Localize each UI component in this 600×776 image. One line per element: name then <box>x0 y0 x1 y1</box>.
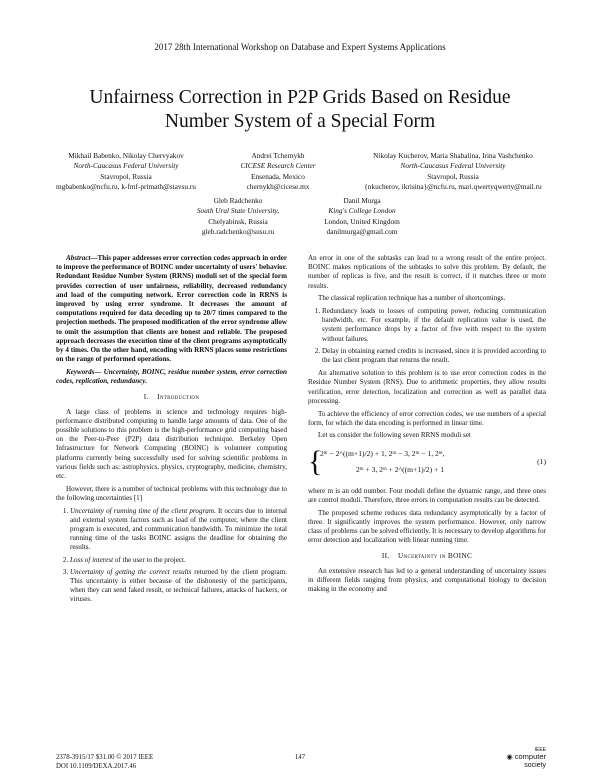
author-block-2 <box>214 151 342 193</box>
list-item <box>70 568 287 605</box>
paragraph: where m is an odd number. Four moduli define the dynamic range, and three ones are control moduli. Therefore, three errors in computation results can be detected. <box>308 486 546 504</box>
section-number: II. <box>381 551 390 561</box>
list-item-emphasis: Uncertainty of running time of the client program <box>70 506 214 515</box>
author-affiliation: King's College London <box>328 206 396 216</box>
logo-society: society <box>524 762 546 769</box>
equation-brace: { <box>308 444 323 478</box>
footer-copyright <box>56 753 256 771</box>
list-item-emphasis: Loss of interest <box>70 555 114 564</box>
conference-header: 2017 28th International Workshop on Database and Expert Systems Applications <box>154 42 446 52</box>
paragraph: An extensive research has led to a general understanding of uncertainty issues in different fields ranging from physics, and computational biology to decision making in the economy and <box>308 566 546 593</box>
equation-line-2: 2ᵐ + 3, 2ᵐ + 2^((m+1)/2) + 1 <box>356 464 445 474</box>
paragraph: However, there is a number of technical problems with this technology due to the following uncertainties [1] <box>56 484 287 502</box>
page-number: 147 <box>294 754 306 761</box>
author-affiliation: South Ural State University, <box>196 206 280 216</box>
author-names: Danil Murga <box>343 196 381 205</box>
author-affiliation: North-Caucasus Federal University <box>73 161 179 171</box>
author-email[interactable]: danilmurga@gmail.com <box>326 227 398 237</box>
list-item-text: of the user to the project. <box>113 555 186 564</box>
paragraph: Let us consider the following seven RRNS moduli set <box>318 431 471 440</box>
equation-1 <box>308 445 546 481</box>
author-location: Ensenada, Mexico <box>251 171 305 181</box>
author-block-1 <box>42 151 210 193</box>
shortcomings-list <box>308 307 546 365</box>
paragraph: The classical replication technique has a number of shortcomings. <box>318 294 506 303</box>
logo-globe-icon: ◉ <box>506 754 513 761</box>
left-column <box>56 254 287 609</box>
right-column <box>308 254 546 598</box>
paragraph: A large class of problems in science and technology requires high-performance distributed computing to handle large amounts of data. One of the possible solutions to this problem is the high-performance grid computing based on the Peer-to-Peer (P2P) data distribution technique. Berkeley Open Infrastructure for Network Computing (BOINC) is volunteer computing platforms currently being successfully used for solving scientific problems in various fields such as: astrophysics, physics, cryptography, medicine, chemistry, etc. <box>56 407 287 480</box>
author-names: Nikolay Kucherov, Maria Shabalina, Irina Vashchenko <box>373 151 533 160</box>
title-line-2: Number System of a Special Form <box>164 111 436 132</box>
equation-line-1: 2ᵐ − 2^((m+1)/2) + 1, 2ᵐ − 3, 2ᵐ − 1, 2ᵐ, <box>320 448 445 458</box>
logo-computer-text: computer <box>514 752 546 761</box>
author-email[interactable]: chernykh@cicese.mx <box>246 182 310 192</box>
author-block-4 <box>178 196 298 238</box>
author-names: Gleb Radchenko <box>213 196 263 205</box>
author-location: Chelyabinsk, Russia <box>208 216 268 226</box>
author-affiliation: CICESE Research Center <box>240 161 316 171</box>
keywords-text: — Uncertainty, BOINC, residue number system, error correction codes, replication, redundancy. <box>56 367 287 386</box>
author-block-3 <box>346 151 560 193</box>
author-location: London, United Kingdom <box>324 216 400 226</box>
list-item-text: returned by the client program. This uncertainty is either because of the dishonesty of the participants, when they can send faked result, or technical failures, attacks of hackers, or viruses. <box>70 567 287 604</box>
list-item: 2. Delay in obtaining earned credits is increased, since it is provided according to the last client program that returns the result. <box>322 347 546 365</box>
paragraph: An alternative solution to this problem is to use error correction codes in the Residue Number System (RNS). Due to arithmetic properties, they allow results verification, error detection, localization and correction as well as parallel data processing. <box>308 369 546 405</box>
keywords-label: Keywords <box>66 367 95 376</box>
section-title: Uncertainty in BOINC <box>397 551 473 561</box>
author-email[interactable]: gleb.radchenko@susu.ru <box>201 227 275 237</box>
list-item-text: . It occurs due to internal and external system factors such as load of the computer, where the client program is executed, and communication bandwidth. To minimize the total running time of the tasks BOINC assigns the deadline for obtaining the results. <box>70 506 287 552</box>
logo-computer <box>480 753 546 762</box>
footer-issn: 2378-3915/17 $31.00 © 2017 IEEE <box>56 754 154 761</box>
uncertainty-list <box>56 507 287 605</box>
abstract-label: Abstract <box>66 254 91 262</box>
logo-ieee: IEEE <box>534 747 546 753</box>
section-heading-introduction <box>56 392 287 401</box>
author-email[interactable]: mgbabenko@ncfu.ru, k-fmf-primath@stavsu.ru <box>56 182 196 192</box>
list-item: 1. Redundancy leads to losses of computing power, reducing communication bandwidth, etc. For example, if the default replication value is used, the system performance drops by a factor of five with respect to the system without failures. <box>322 307 546 344</box>
paper-title <box>40 86 560 134</box>
author-location: Stavropol, Russia <box>100 171 152 181</box>
author-block-5 <box>302 196 422 238</box>
paragraph: The proposed scheme reduces data redundancy asymptotically by a factor of three. It significantly improves the system performance. However, only narrow class of problems can be solved efficiently. It is necessary to develop algorithms for error detection and localization with linear running time. <box>308 508 546 545</box>
abstract-text: —This paper addresses error correction codes approach in order to improve the performance of BOINC under uncertainty of users' behavior. Redundant Residue Number System (RRNS) moduli set of the special form provides correction of user unfairness, reliability, decreased redundancy and load of the computing network. Error correction code in RRNS is improved by using error syndrome. It decreases the amount of computations required for data decoding up to 20/7 times compared to the projection methods. The proposed modification of the error syndrome allow to omit the assumption that clients are honest and reliable. The proposed approach decreases the execution time of the client programs asymptotically by 4 times. On the other hand, encoding with RRNS places some restrictions on the range of performed operations. <box>56 254 287 364</box>
ieee-computer-society-logo <box>480 747 546 770</box>
section-heading-uncertainty <box>308 551 546 560</box>
list-item <box>70 556 287 565</box>
footer-doi: DOI 10.1109/DEXA.2017.46 <box>56 763 137 770</box>
list-item <box>70 507 287 553</box>
abstract <box>56 254 287 364</box>
author-names: Andrei Tchernykh <box>251 151 305 160</box>
title-line-1: Unfairness Correction in P2P Grids Based on Residue <box>89 87 511 108</box>
equation-number: (1) <box>537 456 546 466</box>
author-names: Mikhail Babenko, Nikolay Chervyakov <box>68 151 184 160</box>
list-item-emphasis: Uncertainty of getting the correct results <box>70 567 192 576</box>
author-affiliation: North-Caucasus Federal University <box>400 161 506 171</box>
author-email[interactable]: {nkucherov, ikrisina}@ncfu.ru, mari.qwertyqwerty@mail.ru <box>364 182 542 192</box>
paragraph: An error in one of the subtasks can lead to a wrong result of the entire project. BOINC makes replications of the subtasks to solve this problem. By default, the number of replicas is five, and the result is correct, if it matches three or more results. <box>308 254 546 290</box>
paragraph: To achieve the efficiency of error correction codes, we use numbers of a special form, for which the data encoding is performed in linear time. <box>308 409 546 427</box>
author-location: Stavropol, Russia <box>427 171 479 181</box>
section-title: Introduction <box>157 392 200 402</box>
keywords <box>56 368 287 386</box>
section-number: I. <box>143 392 149 402</box>
